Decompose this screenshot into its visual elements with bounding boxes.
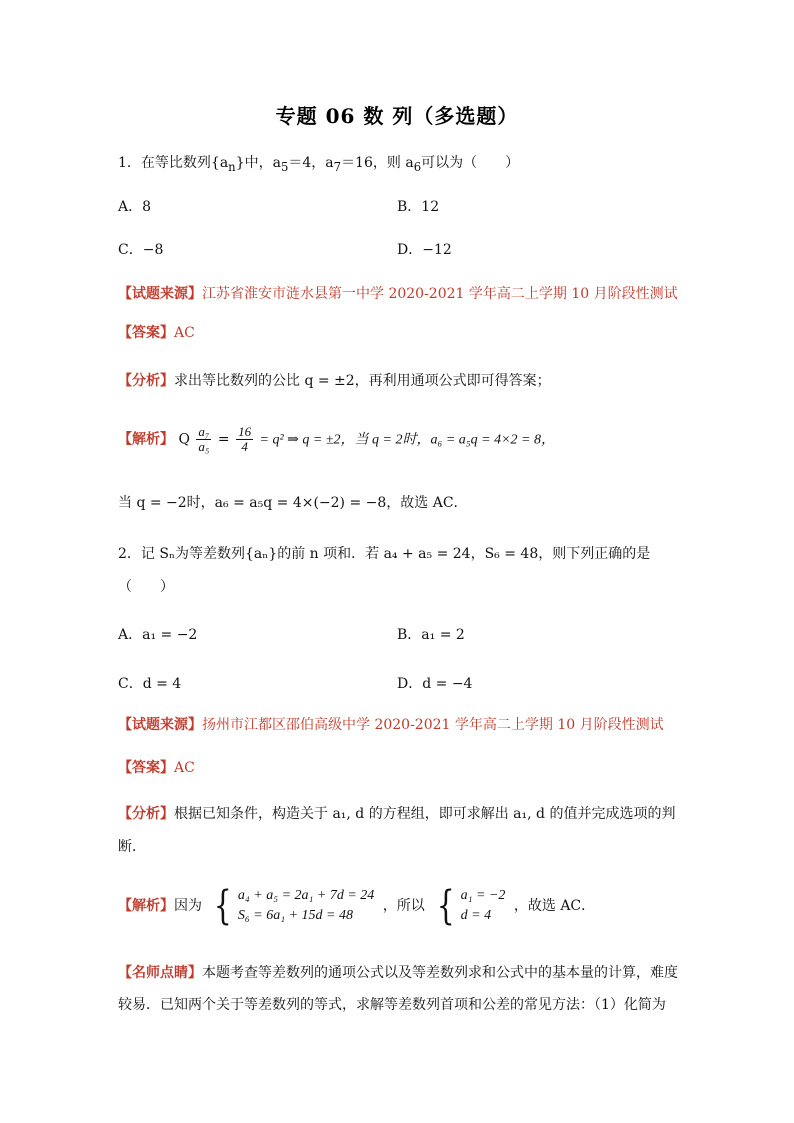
q1-solution-line2: 当 q = −2时，a₆ = a₅q = 4×(−2) = −8，故选 AC．: [118, 495, 468, 511]
q1-source: [118, 283, 678, 305]
q1-solution-tag: 【解析】: [118, 431, 174, 448]
left-brace-icon: {: [214, 883, 233, 929]
q2-answer-text: AC: [174, 760, 195, 776]
q2-tip-text: 本题考查等差数列的通项公式以及等差数列求和公式中的基本量的计算，难度: [202, 965, 678, 981]
q2-sys2-line2: d = 4: [460, 908, 492, 923]
q1-stem-mid2: ＝4，a: [288, 155, 334, 171]
q2-teacher-tip-line2: 较易．已知两个关于等差数列的等式，求解等差数列首项和公差的常见方法：（1）化简为: [118, 997, 666, 1013]
q2-analysis-text: 根据已知条件，构造关于 a₁, d 的方程组，即可求解出 a₁, d 的值并完成选项的判: [174, 806, 676, 822]
q1-source-text: 江苏省淮安市涟水县第一中学 2020-2021 学年高二上学期 10 月阶段性测试: [202, 286, 678, 302]
q2-analysis: [118, 803, 675, 825]
q2-option-c: C．d = 4: [118, 676, 182, 692]
q2-option-a: A．a₁ = −2: [118, 627, 198, 643]
q1-option-b: B．12: [397, 199, 440, 215]
q1-option-c: C．−8: [118, 242, 164, 258]
q2-solution-end: ，故选 AC．: [513, 898, 596, 914]
q1-fraction-16-4: [236, 425, 253, 454]
q2-stem: 2．记 Sₙ为等差数列{aₙ}的前 n 项和．若 a₄ + a₅ = 24，S₆ = 48，则下列正确的是: [118, 546, 651, 562]
q2-analysis-line2: 断．: [118, 839, 146, 855]
q2-tip-tag: 【名师点睛】: [118, 965, 202, 981]
q1-analysis-tag: 【分析】: [118, 373, 174, 389]
q1-answer: [118, 322, 195, 344]
q1-stem: [118, 152, 519, 178]
q2-solution-because: 因为: [174, 898, 202, 914]
q1-stem-suffix: 可以为（ ）: [421, 155, 520, 171]
q1-stem-prefix: 1．在等比数列{a: [118, 155, 229, 171]
q2-option-d: D．d = −4: [397, 676, 473, 692]
q2-solution-tag: 【解析】: [118, 898, 174, 914]
q2-source-tag: 【试题来源】: [118, 717, 202, 733]
q1-answer-tag: 【答案】: [118, 325, 174, 341]
left-brace-icon: {: [437, 883, 455, 929]
q2-stem-line2: （ ）: [118, 579, 174, 595]
q1-stem-mid3: ＝16，则 a: [341, 155, 414, 171]
q2-analysis-tag: 【分析】: [118, 806, 174, 822]
q1-solution-q: Q: [178, 431, 190, 448]
q1-fraction-a7-a5: [196, 425, 211, 454]
q1-sub7: 7: [333, 159, 342, 174]
q1-sub5: 5: [280, 159, 289, 174]
q1-source-tag: 【试题来源】: [118, 286, 202, 302]
q1-solution-eq: =: [217, 431, 230, 448]
q1-frac1-num: a₇: [198, 424, 210, 439]
q1-frac2-den: 4: [241, 439, 248, 454]
q1-analysis-text: 求出等比数列的公比 q = ±2，再利用通项公式即可得答案；: [174, 373, 551, 389]
q1-option-a: A．8: [118, 199, 152, 215]
q2-source-text: 扬州市江都区邵伯高级中学 2020-2021 学年高二上学期 10 月阶段性测试: [202, 717, 664, 733]
q2-system-2: [433, 883, 506, 929]
q1-frac2-num: 16: [238, 424, 252, 439]
q1-frac1-den: a₅: [198, 439, 210, 454]
q2-answer: [118, 757, 195, 779]
q2-sys1-line1: a₄ + a₅ = 2a₁ + 7d = 24: [237, 888, 375, 903]
q1-solution: [118, 425, 555, 454]
q1-option-d: D．−12: [397, 242, 452, 258]
q2-source: [118, 714, 664, 736]
q2-solution-so: ，所以: [382, 898, 425, 914]
q2-solution: [118, 884, 595, 928]
q1-answer-text: AC: [174, 325, 195, 341]
q1-solution-rest: = q² ⇒ q = ±2，当 q = 2时，a₆ = a₅q = 4×2 = 8，: [259, 432, 555, 448]
q1-analysis: [118, 370, 551, 392]
q2-option-b: B．a₁ = 2: [397, 627, 465, 643]
q2-system-1: [210, 883, 375, 929]
q2-sys2-line1: a₁ = −2: [460, 888, 506, 903]
page-title: 专题 06 数 列（多选题）: [275, 104, 519, 128]
q2-sys1-line2: S₆ = 6a₁ + 15d = 48: [237, 908, 353, 923]
q2-teacher-tip: [118, 962, 678, 984]
q1-stem-mid1: }中，a: [235, 155, 281, 171]
q2-answer-tag: 【答案】: [118, 760, 174, 776]
q1-stem-sub-n: n: [228, 159, 236, 174]
q1-sub6: 6: [413, 159, 422, 174]
